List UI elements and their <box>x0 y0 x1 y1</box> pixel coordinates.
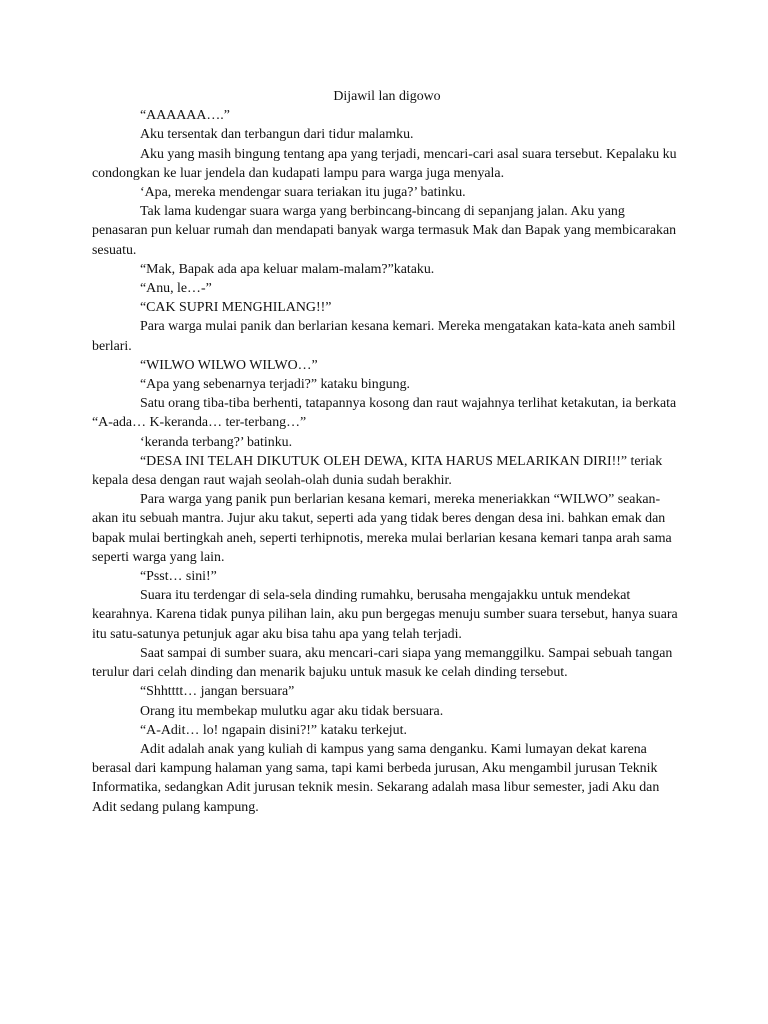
paragraph: Para warga yang panik pun berlarian kesana kemari, mereka meneriakkan “WILWO” seakan-akan itu sebuah mantra. Jujur aku takut, seperti ada yang tidak beres dengan desa ini. bahkan emak dan bapak mulai bertingkah aneh, seperti terhipnotis, mereka mulai berlarian kesana kemari tanpa arah sama seperti warga yang lain. <box>92 492 672 565</box>
paragraph: “WILWO WILWO WILWO…” <box>140 357 318 373</box>
document-title: Dijawil lan digowo <box>333 89 441 104</box>
paragraph: “Anu, le…-” <box>140 281 212 297</box>
paragraph: Tak lama kudengar suara warga yang berbincang-bincang di sepanjang jalan. Aku yang penasaran pun keluar rumah dan mendapati banyak warga termasuk Mak dan Bapak yang membicarakan sesuatu. <box>92 204 677 258</box>
document-page <box>92 87 682 817</box>
paragraph: Orang itu membekap mulutku agar aku tidak bersuara. <box>140 703 444 719</box>
paragraph: Saat sampai di sumber suara, aku mencari-cari siapa yang memanggilku. Sampai sebuah tangan terulur dari celah dinding dan menarik bajuku untuk masuk ke celah dinding tersebut. <box>92 645 673 681</box>
paragraph: “AAAAAA….” <box>140 108 230 124</box>
paragraph: “DESA INI TELAH DIKUTUK OLEH DEWA, KITA HARUS MELARIKAN DIRI!!” teriak kepala desa dengan raut wajah seolah-olah dunia sudah berakhir. <box>92 453 663 489</box>
paragraph: “CAK SUPRI MENGHILANG!!” <box>140 300 332 316</box>
paragraph: “Apa yang sebenarnya terjadi?” kataku bingung. <box>140 377 410 393</box>
paragraph: Satu orang tiba-tiba berhenti, tatapannya kosong dan raut wajahnya terlihat ketakutan, ia berkata “A-ada… K-keranda… ter-terbang…” <box>92 396 677 431</box>
paragraph: ‘keranda terbang?’ batinku. <box>140 434 293 450</box>
paragraph: “A-Adit… lo! ngapain disini?!” kataku terkejut. <box>140 722 407 738</box>
paragraph: “Psst… sini!” <box>140 569 217 585</box>
paragraph: Aku yang masih bingung tentang apa yang terjadi, mencari-cari asal suara tersebut. Kepalaku ku condongkan ke luar jendela dan kudapati lampu para warga juga menyala. <box>92 146 677 181</box>
paragraph: “Shhtttt… jangan bersuara” <box>140 684 295 700</box>
paragraph: ‘Apa, mereka mendengar suara teriakan itu juga?’ batinku. <box>140 185 466 201</box>
paragraph: “Mak, Bapak ada apa keluar malam-malam?”kataku. <box>140 261 435 277</box>
paragraph: Aku tersentak dan terbangun dari tidur malamku. <box>140 127 414 143</box>
paragraph: Adit adalah anak yang kuliah di kampus yang sama denganku. Kami lumayan dekat karena berasal dari kampung halaman yang sama, tapi kami berbeda jurusan, Aku mengambil jurusan Teknik Informatika, sedangkan Adit jurusan teknik mesin. Sekarang adalah masa libur semester, jadi Aku dan Adit sedang pulang kampung. <box>92 741 660 815</box>
paragraph: Para warga mulai panik dan berlarian kesana kemari. Mereka mengatakan kata-kata aneh sambil berlari. <box>92 319 676 354</box>
paragraph: Suara itu terdengar di sela-sela dinding rumahku, berusaha mengajakku untuk mendekat kearahnya. Karena tidak punya pilihan lain, aku pun bergegas menuju sumber suara tersebut, hanya suara itu satu-satunya petunjuk agar aku bisa tahu apa yang telah terjadi. <box>92 588 678 642</box>
